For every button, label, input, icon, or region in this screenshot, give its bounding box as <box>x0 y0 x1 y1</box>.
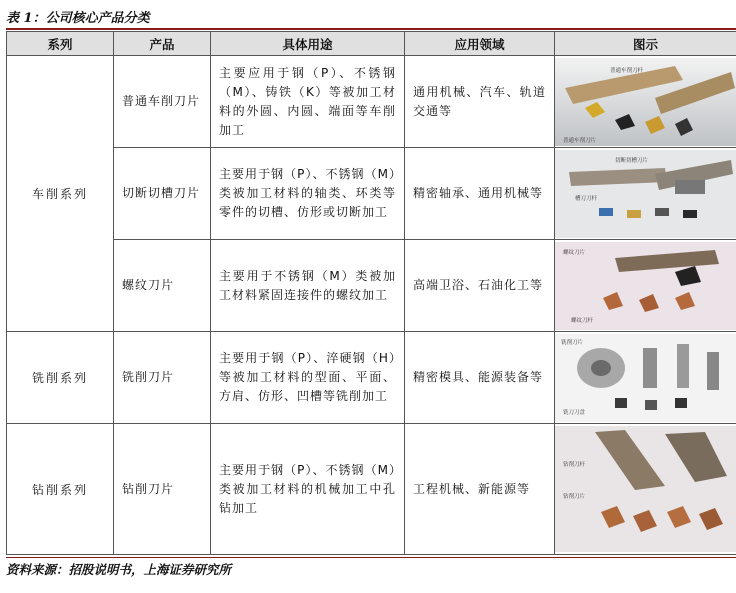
field-cell: 工程机械、新能源等 <box>405 424 555 555</box>
image-label: 螺纹刀片 <box>563 249 586 256</box>
image-cell <box>555 56 736 148</box>
table-row <box>7 332 736 424</box>
image-label: 钻削刀片 <box>563 494 586 500</box>
product-cell: 钻削刀片 <box>114 424 211 555</box>
source-rule <box>6 557 736 558</box>
threading-insert-image <box>555 242 736 330</box>
table-title: 表 1：公司核心产品分类 <box>6 11 150 26</box>
usage-cell: 主要应用于钢（P）、不锈钢（M）、铸铁（K）等被加工材料的外圆、内圆、端面等车削加工 <box>211 56 405 148</box>
product-cell: 铣削刀片 <box>114 332 211 424</box>
drilling-insert-image <box>555 426 736 552</box>
source-note: 资料来源：招股说明书，上海证券研究所 <box>6 562 232 577</box>
image-label: 钻削刀杆 <box>563 462 586 468</box>
header-image: 图示 <box>555 32 736 56</box>
image-cell <box>555 240 736 332</box>
milling-insert-image <box>555 334 736 422</box>
usage-cell: 主要用于钢（P）、不锈钢（M）类被加工材料的轴类、环类等零件的切槽、仿形或切断加工 <box>211 148 405 240</box>
table-row <box>7 148 736 240</box>
table-row <box>7 240 736 332</box>
table-row <box>7 424 736 555</box>
header-field: 应用领域 <box>405 32 555 56</box>
image-label: 普通车削刀片 <box>563 137 597 144</box>
image-cell <box>555 332 736 424</box>
grooving-insert-image <box>555 150 736 238</box>
series-cell: 铣削系列 <box>7 332 114 424</box>
image-label: 普通车削刀杆 <box>610 67 644 74</box>
usage-cell: 主要用于钢（P）、淬硬钢（H）等被加工材料的型面、平面、方肩、仿形、凹槽等铣削加工 <box>211 332 405 424</box>
usage-cell: 主要用于钢（P）、不锈钢（M）类被加工材料的机械加工中孔钻加工 <box>211 424 405 555</box>
series-cell: 钻削系列 <box>7 424 114 555</box>
image-label: 螺纹刀杆 <box>571 317 594 324</box>
series-cell: 车削系列 <box>7 56 114 332</box>
turning-insert-image <box>555 58 736 146</box>
usage-cell: 主要用于不锈钢（M）类被加工材料紧固连接件的螺纹加工 <box>211 240 405 332</box>
image-label: 切断切槽刀片 <box>615 157 649 164</box>
header-row <box>7 32 736 56</box>
image-label: 槽刀刀杆 <box>575 195 598 202</box>
product-table <box>6 31 736 555</box>
image-label: 铣刀刀盘 <box>563 409 586 416</box>
table-row <box>7 56 736 148</box>
product-cell: 普通车削刀片 <box>114 56 211 148</box>
header-usage: 具体用途 <box>211 32 405 56</box>
field-cell: 精密轴承、通用机械等 <box>405 148 555 240</box>
field-cell: 通用机械、汽车、轨道交通等 <box>405 56 555 148</box>
product-cell: 切断切槽刀片 <box>114 148 211 240</box>
image-cell <box>555 424 736 555</box>
field-cell: 高端卫浴、石油化工等 <box>405 240 555 332</box>
title-rule <box>6 28 736 30</box>
product-cell: 螺纹刀片 <box>114 240 211 332</box>
image-cell <box>555 148 736 240</box>
header-series: 系列 <box>7 32 114 56</box>
field-cell: 精密模具、能源装备等 <box>405 332 555 424</box>
header-product: 产品 <box>114 32 211 56</box>
image-label: 铣削刀片 <box>561 339 584 346</box>
